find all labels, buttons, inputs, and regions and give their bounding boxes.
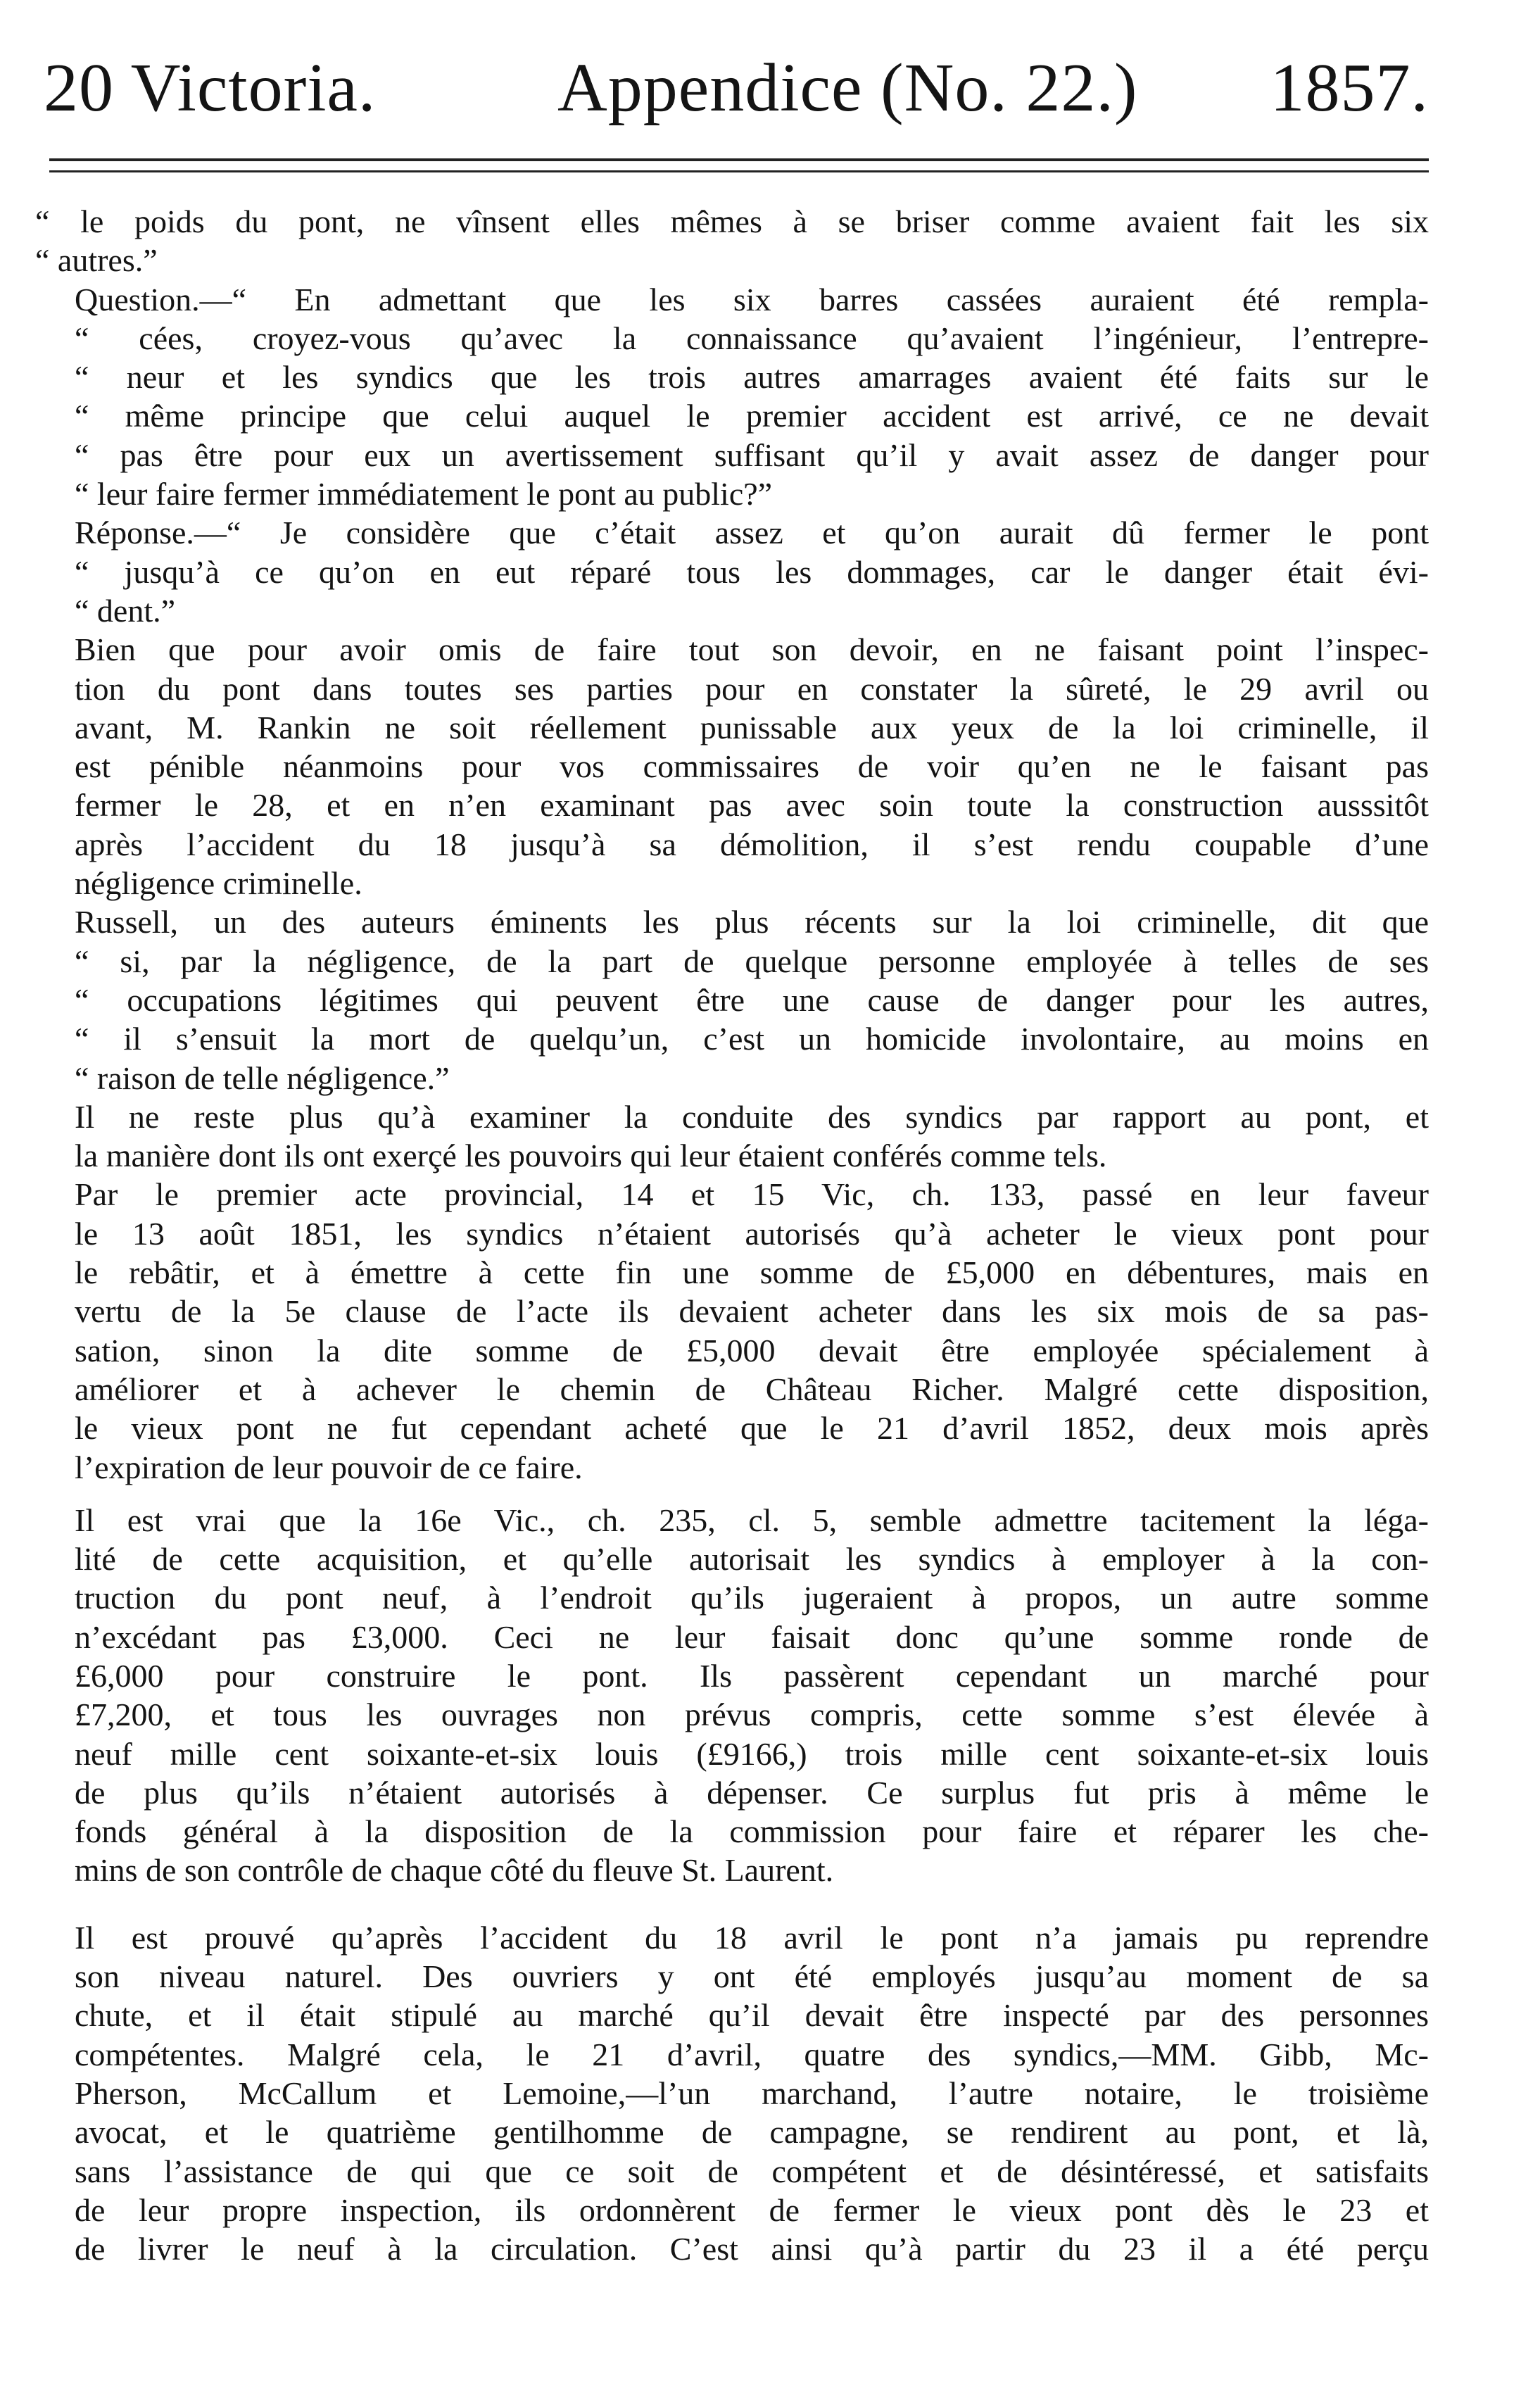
text-line: améliorer et à achever le chemin de Château Richer. Malgré cette disposition, xyxy=(75,1371,1429,1407)
text-line: compétentes. Malgré cela, le 21 d’avril, quatre des syndics,—MM. Gibb, Mc- xyxy=(75,2036,1429,2072)
text-line: le 13 août 1851, les syndics n’étaient autorisés qu’à acheter le vieux pont pour xyxy=(75,1215,1429,1252)
text-line: “ jusqu’à ce qu’on en eut réparé tous les dommages, car le danger était évi- xyxy=(75,553,1429,590)
text-line: mins de son contrôle de chaque côté du fleuve St. Laurent. xyxy=(75,1852,834,1889)
text-line: tion du pont dans toutes ses parties pour en constater la sûreté, le 29 avril ou xyxy=(75,670,1429,707)
paragraph-first-act xyxy=(35,1175,1429,1486)
text-line: lité de cette acquisition, et qu’elle autorisait les syndics à employer à la con- xyxy=(75,1541,1429,1578)
text-line: “ le poids du pont, ne vînsent elles mêmes à se briser comme avaient fait les six xyxy=(35,203,1429,239)
text-line: avocat, et le quatrième gentilhomme de campagne, se rendirent au pont, et là, xyxy=(75,2114,1429,2151)
paragraph-rankin xyxy=(35,630,1429,902)
text-line: fermer le 28, et en n’en examinant pas avec soin toute la construction ausssitôt xyxy=(75,787,1429,824)
text-line: “ leur faire fermer immédiatement le pont au public?” xyxy=(75,476,773,512)
text-line: “ cées, croyez-vous qu’avec la connaissance qu’avaient l’ingénieur, l’entrepre- xyxy=(75,320,1429,356)
text-line: “ dent.” xyxy=(75,592,176,629)
document-page xyxy=(35,0,1429,2404)
running-header xyxy=(35,49,1429,127)
paragraph-question xyxy=(35,280,1429,514)
text-line: de leur propre inspection, ils ordonnèrent de fermer le vieux pont dès le 23 et xyxy=(75,2191,1429,2228)
text-line: est pénible néanmoins pour vos commissaires de voir qu’en ne le faisant pas xyxy=(75,748,1429,785)
body-text xyxy=(35,202,1429,2268)
text-line: Il est vrai que la 16e Vic., ch. 235, cl. 5, semble admettre tacitement la léga- xyxy=(75,1502,1429,1538)
text-line: la manière dont ils ont exerçé les pouvoirs qui leur étaient conférés comme tels. xyxy=(75,1138,1107,1174)
text-line: Question.—“ En admettant que les six barres cassées auraient été rempla- xyxy=(75,281,1429,317)
text-line: le rebâtir, et à émettre à cette fin une somme de £5,000 en débentures, mais en xyxy=(75,1254,1429,1291)
text-line: n’excédant pas £3,000. Ceci ne leur faisait donc qu’une somme ronde de xyxy=(75,1618,1429,1655)
text-line: de livrer le neuf à la circulation. C’est ainsi qu’à partir du 23 il a été perçu xyxy=(75,2231,1429,2267)
text-line: l’expiration de leur pouvoir de ce faire. xyxy=(75,1449,583,1485)
text-line: “ même principe que celui auquel le premier accident est arrivé, ce ne devait xyxy=(75,398,1429,434)
header-rule-bottom xyxy=(49,170,1429,172)
header-appendix: Appendice (No. 22.) xyxy=(557,50,1138,126)
text-line: “ pas être pour eux un avertissement suffisant qu’il y avait assez de danger pour xyxy=(75,436,1429,473)
header-session: 20 Victoria. xyxy=(44,50,377,126)
text-line: Réponse.—“ Je considère que c’était assez et qu’on aurait dû fermer le pont xyxy=(75,515,1429,551)
text-line: £7,200, et tous les ouvrages non prévus compris, cette somme s’est élevée à xyxy=(75,1697,1429,1733)
paragraph-syndics-conduct xyxy=(35,1097,1429,1176)
text-line: avant, M. Rankin ne soit réellement punissable aux yeux de la loi criminelle, il xyxy=(75,709,1429,745)
text-line: Bien que pour avoir omis de faire tout son devoir, en ne faisant point l’inspec- xyxy=(75,631,1429,668)
text-line: chute, et il était stipulé au marché qu’il devait être inspecté par des personnes xyxy=(75,1997,1429,2034)
text-line: Il est prouvé qu’après l’accident du 18 avril le pont n’a jamais pu reprendre xyxy=(75,1919,1429,1956)
header-year: 1857. xyxy=(1270,50,1429,126)
text-line: “ autres.” xyxy=(35,242,158,279)
text-line: “ occupations légitimes qui peuvent être une cause de danger pour les autres, xyxy=(75,981,1429,1018)
text-line: de plus qu’ils n’étaient autorisés à dépenser. Ce surplus fut pris à même le xyxy=(75,1774,1429,1811)
text-line: neuf mille cent soixante-et-six louis (£9166,) trois mille cent soixante-et-six louis xyxy=(75,1735,1429,1772)
text-line: “ il s’ensuit la mort de quelqu’un, c’est un homicide involontaire, au moins en xyxy=(75,1021,1429,1057)
text-line: vertu de la 5e clause de l’acte ils devaient acheter dans les six mois de sa pas- xyxy=(75,1293,1429,1330)
paragraph-quote-continuation xyxy=(35,202,1429,280)
paragraph-answer xyxy=(35,513,1429,630)
paragraph-after-accident xyxy=(35,1918,1429,2269)
text-line: le vieux pont ne fut cependant acheté que le 21 d’avril 1852, deux mois après xyxy=(75,1410,1429,1447)
text-line: Pherson, McCallum et Lemoine,—l’un marchand, l’autre notaire, le troisième xyxy=(75,2075,1429,2111)
text-line: négligence criminelle. xyxy=(75,865,362,902)
paragraph-russell xyxy=(35,902,1429,1097)
text-line: Russell, un des auteurs éminents les plus récents sur la loi criminelle, dit que xyxy=(75,904,1429,940)
text-line: son niveau naturel. Des ouvriers y ont été employés jusqu’au moment de sa xyxy=(75,1958,1429,1995)
paragraph-16th-vic xyxy=(35,1501,1429,1890)
text-line: Il ne reste plus qu’à examiner la conduite des syndics par rapport au pont, et xyxy=(75,1098,1429,1135)
text-line: £6,000 pour construire le pont. Ils passèrent cependant un marché pour xyxy=(75,1657,1429,1694)
text-line: après l’accident du 18 jusqu’à sa démolition, il s’est rendu coupable d’une xyxy=(75,826,1429,862)
text-line: truction du pont neuf, à l’endroit qu’ils jugeraient à propos, un autre somme xyxy=(75,1580,1429,1616)
text-line: “ neur et les syndics que les trois autres amarrages avaient été faits sur le xyxy=(75,359,1429,396)
text-line: Par le premier acte provincial, 14 et 15 Vic, ch. 133, passé en leur faveur xyxy=(75,1176,1429,1213)
text-line: “ si, par la négligence, de la part de quelque personne employée à telles de ses xyxy=(75,943,1429,979)
text-line: “ raison de telle négligence.” xyxy=(75,1059,450,1096)
text-line: fonds général à la disposition de la commission pour faire et réparer les che- xyxy=(75,1813,1429,1850)
text-line: sation, sinon la dite somme de £5,000 devait être employée spécialement à xyxy=(75,1332,1429,1368)
text-line: sans l’assistance de qui que ce soit de compétent et de désintéressé, et satisfaits xyxy=(75,2153,1429,2189)
header-rule-top xyxy=(49,158,1429,161)
